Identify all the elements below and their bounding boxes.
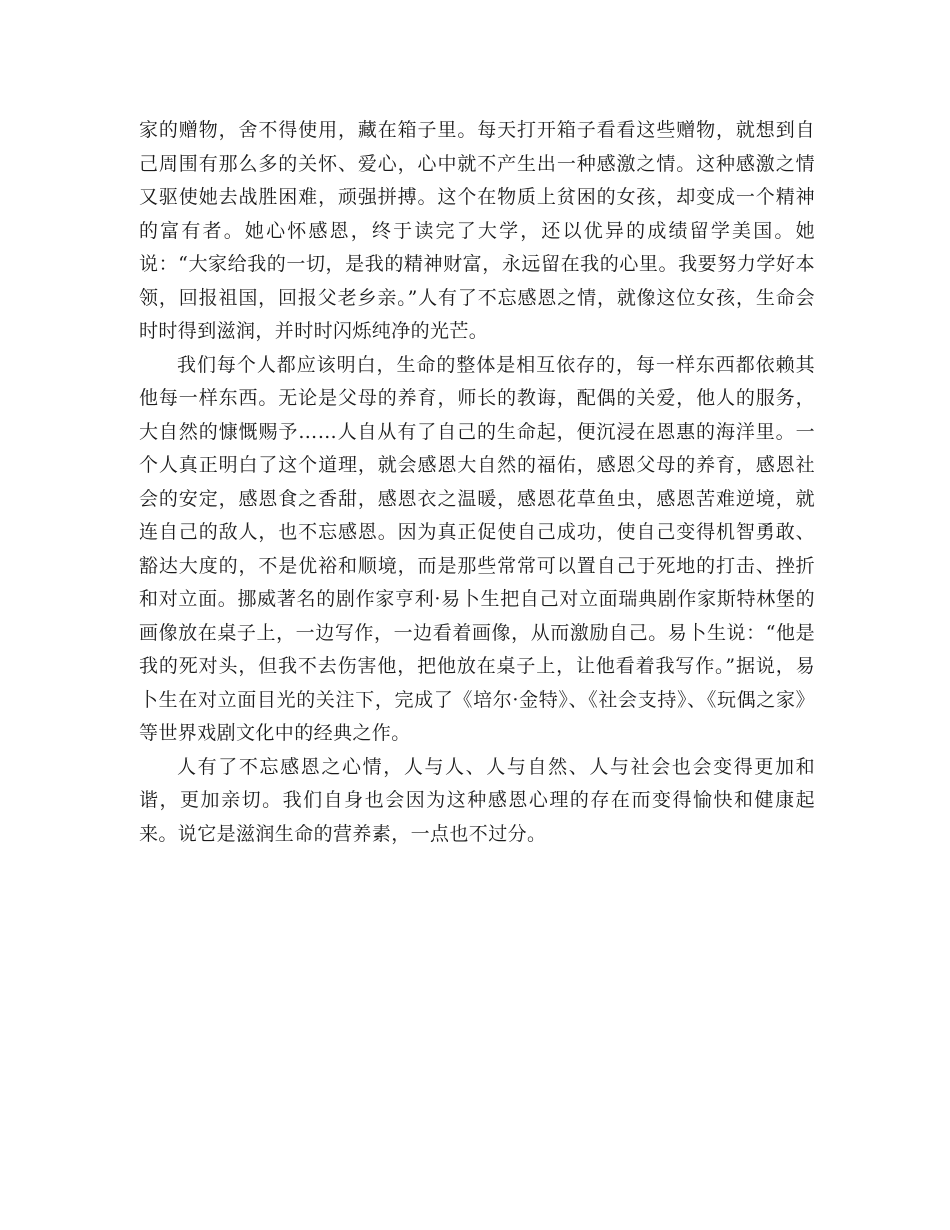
paragraph-conclusion: 人有了不忘感恩之心情，人与人、人与自然、人与社会也会变得更加和谐，更加亲切。我们自身也会因为这种感恩心理的存在而变得愉快和健康起来。说它是滋润生命的营养素，一点也不过分。 (139, 755, 815, 845)
document-body (139, 114, 815, 851)
paragraph-interdependence: 我们每个人都应该明白，生命的整体是相互依存的，每一样东西都依赖其他每一样东西。无论是父母的养育，师长的教诲，配偶的关爱，他人的服务，大自然的慷慨赐予……人自从有了自己的生命起，便沉浸在恩惠的海洋里。一个人真正明白了这个道理，就会感恩大自然的福佑，感恩父母的养育，感恩社会的安定，感恩食之香甜，感恩衣之温暖，感恩花草鱼虫，感恩苦难逆境，就连自己的敌人，也不忘感恩。因为真正促使自己成功，使自己变得机智勇敢、豁达大度的，不是优裕和顺境，而是那些常常可以置自己于死地的打击、挫折和对立面。挪威著名的剧作家亨利·易卜生把自己对立面瑞典剧作家斯特林堡的画像放在桌子上，一边写作，一边看着画像，从而激励自己。易卜生说：“他是我的死对头，但我不去伤害他，把他放在桌子上，让他看着我写作。”据说，易卜生在对立面目光的关注下，完成了《培尔·金特》、《社会支持》、《玩偶之家》等世界戏剧文化中的经典之作。 (139, 353, 815, 744)
paragraph-continued: 家的赠物，舍不得使用，藏在箱子里。每天打开箱子看看这些赠物，就想到自己周围有那么多的关怀、爱心，心中就不产生出一种感激之情。这种感激之情又驱使她去战胜困难，顽强拼搏。这个在物质上贫困的女孩，却变成一个精神的富有者。她心怀感恩，终于读完了大学，还以优异的成绩留学美国。她说：“大家给我的一切，是我的精神财富，永远留在我的心里。我要努力学好本领，回报祖国，回报父老乡亲。”人有了不忘感恩之情，就像这位女孩，生命会时时得到滋润，并时时闪烁纯净的光芒。 (139, 119, 815, 342)
